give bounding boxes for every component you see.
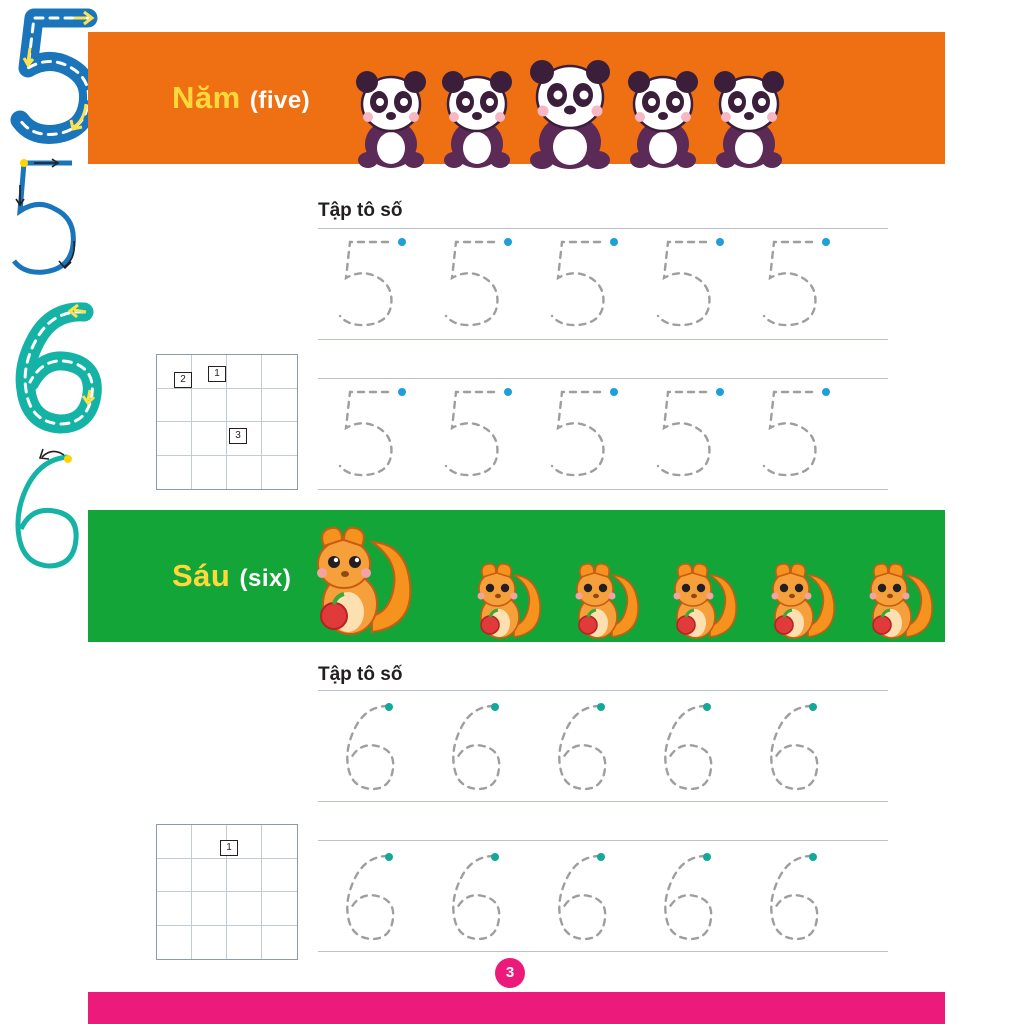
rule-line-top xyxy=(318,690,888,691)
squirrel-icon xyxy=(466,559,544,650)
squirrel-icon xyxy=(662,559,740,650)
page-number: 3 xyxy=(495,958,525,988)
stroke-badge-1: 1 xyxy=(208,366,226,382)
section-title-six-vi: Sáu xyxy=(172,558,231,593)
panda-icon xyxy=(352,60,430,177)
rule-line-bottom xyxy=(318,339,888,340)
stroke-badge-2: 2 xyxy=(174,372,192,388)
trace-label-six: Tập tô số xyxy=(318,664,403,685)
squirrel-icon xyxy=(760,559,838,650)
rule-line-bottom xyxy=(318,489,888,490)
squirrel-group xyxy=(298,520,936,650)
rule-line-bottom xyxy=(318,951,888,952)
panda-icon xyxy=(710,60,788,177)
squirrel-icon xyxy=(858,559,936,650)
rule-line-top xyxy=(318,228,888,229)
practice-row-six-b[interactable] xyxy=(318,840,888,952)
squirrel-icon xyxy=(298,520,418,650)
stroke-badge-3: 3 xyxy=(229,428,247,444)
panda-icon xyxy=(438,60,516,177)
trace-label-five: Tập tô số xyxy=(318,200,403,221)
section-title-five xyxy=(172,80,310,116)
panda-icon xyxy=(624,60,702,177)
section-title-six xyxy=(172,558,291,594)
practice-row-six-a[interactable] xyxy=(318,690,888,802)
rule-line-top xyxy=(318,378,888,379)
footer-bar xyxy=(88,992,945,1024)
section-title-five-en: (five) xyxy=(249,87,311,114)
squirrel-icon xyxy=(564,559,642,650)
rule-line-bottom xyxy=(318,801,888,802)
section-title-five-vi: Năm xyxy=(172,80,241,115)
practice-row-five-a[interactable] xyxy=(318,228,888,340)
panda-group xyxy=(352,52,788,177)
panda-icon xyxy=(524,52,616,177)
practice-row-five-b[interactable] xyxy=(318,378,888,490)
rule-line-top xyxy=(318,840,888,841)
stroke-badge-1: 1 xyxy=(220,840,238,856)
section-title-six-en: (six) xyxy=(239,565,292,592)
